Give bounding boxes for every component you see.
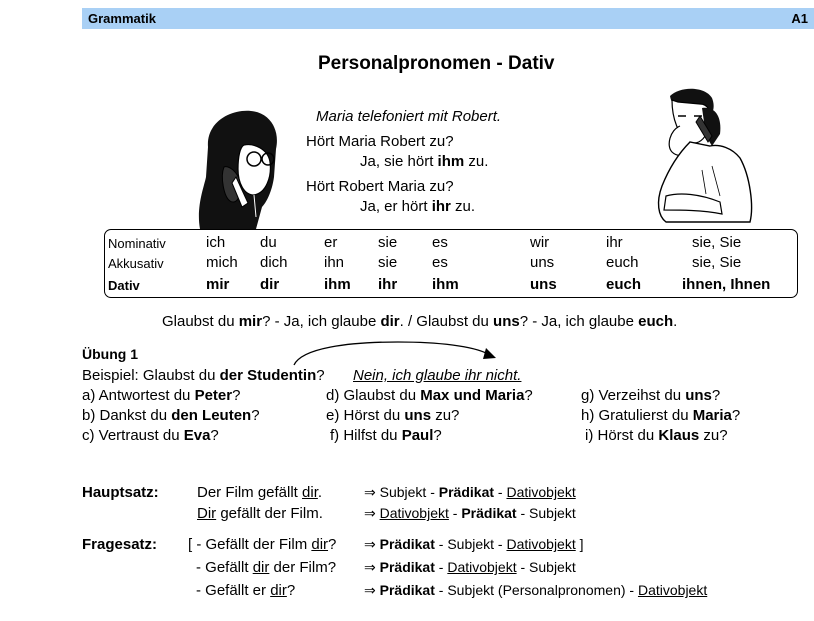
story-intro: Maria telefoniert mit Robert. bbox=[316, 108, 502, 125]
story-question-1: Hört Maria Robert zu? bbox=[306, 133, 454, 150]
example-sentence: Glaubst du mir? - Ja, ich glaube dir. / Glaubst du uns? - Ja, ich glaube euch. bbox=[162, 313, 678, 330]
man-on-phone-illustration bbox=[650, 86, 760, 226]
nominativ-cell: du bbox=[260, 234, 277, 251]
curved-arrow bbox=[288, 338, 500, 368]
akkusativ-cell: sie bbox=[378, 254, 398, 271]
fragesatz-example-3: - Gefällt er dir? bbox=[196, 582, 296, 599]
nominativ-cell: wir bbox=[530, 234, 550, 251]
nominativ-cell: es bbox=[432, 234, 448, 251]
fragesatz-label: Fragesatz: bbox=[82, 536, 158, 553]
dativ-cell: uns bbox=[530, 276, 557, 293]
dativ-cell: ihm bbox=[324, 276, 351, 293]
akkusativ-cell: sie, Sie bbox=[692, 254, 742, 271]
row-label-dativ: Dativ bbox=[108, 278, 140, 293]
beispiel-answer: Nein, ich glaube ihr nicht. bbox=[353, 367, 522, 384]
fragesatz-example-1: [ - Gefällt der Film dir? bbox=[188, 536, 337, 553]
exercise-item: e) Hörst du uns zu? bbox=[326, 407, 460, 424]
exercise-item: i) Hörst du Klaus zu? bbox=[585, 427, 728, 444]
dativ-cell: mir bbox=[206, 276, 230, 293]
beispiel-line: Beispiel: Glaubst du der Studentin? bbox=[82, 367, 325, 384]
fragesatz-rule-2: ⇒ Prädikat - Dativobjekt - Subjekt bbox=[364, 559, 576, 575]
exercise-item: g) Verzeihst du uns? bbox=[581, 387, 721, 404]
hauptsatz-label: Hauptsatz: bbox=[82, 484, 159, 501]
dativ-cell: euch bbox=[606, 276, 642, 293]
fragesatz-rule-3: ⇒ Prädikat - Subjekt (Personalpronomen) - Dativobjekt bbox=[364, 582, 708, 598]
woman-on-phone-illustration bbox=[196, 107, 284, 229]
exercise-item: a) Antwortest du Peter? bbox=[82, 387, 241, 404]
dativ-cell: ihm bbox=[432, 276, 459, 293]
row-label-akkusativ: Akkusativ bbox=[108, 256, 164, 271]
exercise-item: d) Glaubst du Max und Maria? bbox=[326, 387, 533, 404]
exercise-item: h) Gratulierst du Maria? bbox=[581, 407, 741, 424]
page-title: Personalpronomen - Dativ bbox=[318, 53, 555, 74]
nominativ-cell: sie bbox=[378, 234, 398, 251]
nominativ-cell: ich bbox=[206, 234, 226, 251]
story-answer-2: Ja, er hört ihr zu. bbox=[360, 198, 476, 215]
story-question-2: Hört Robert Maria zu? bbox=[306, 178, 454, 195]
header-category: Grammatik bbox=[88, 11, 156, 26]
exercise-item: b) Dankst du den Leuten? bbox=[82, 407, 260, 424]
nominativ-cell: er bbox=[324, 234, 338, 251]
fragesatz-rule-1: ⇒ Prädikat - Subjekt - Dativobjekt ] bbox=[364, 536, 584, 552]
akkusativ-cell: ihn bbox=[324, 254, 345, 271]
akkusativ-cell: dich bbox=[260, 254, 288, 271]
nominativ-cell: sie, Sie bbox=[692, 234, 742, 251]
arrow-icon: ⇒ bbox=[364, 484, 376, 500]
hauptsatz-example-1: Der Film gefällt dir. bbox=[197, 484, 323, 501]
akkusativ-cell: uns bbox=[530, 254, 555, 271]
row-label-nominativ: Nominativ bbox=[108, 236, 166, 251]
hauptsatz-rule-2: ⇒ Dativobjekt - Prädikat - Subjekt bbox=[364, 505, 576, 521]
arrow-icon: ⇒ bbox=[364, 582, 376, 598]
akkusativ-cell: euch bbox=[606, 254, 639, 271]
akkusativ-cell: es bbox=[432, 254, 448, 271]
hauptsatz-example-2: Dir gefällt der Film. bbox=[197, 505, 323, 522]
hauptsatz-rule-1: ⇒ Subjekt - Prädikat - Dativobjekt bbox=[364, 484, 576, 500]
arrow-icon: ⇒ bbox=[364, 559, 376, 575]
dativ-cell: dir bbox=[260, 276, 280, 293]
dativ-cell: ihnen, Ihnen bbox=[682, 276, 771, 293]
arrow-icon: ⇒ bbox=[364, 505, 376, 521]
dativ-cell: ihr bbox=[378, 276, 398, 293]
header-bar bbox=[82, 8, 814, 29]
exercise-item: f) Hilfst du Paul? bbox=[330, 427, 442, 444]
fragesatz-example-2: - Gefällt dir der Film? bbox=[196, 559, 337, 576]
exercise-item: c) Vertraust du Eva? bbox=[82, 427, 219, 444]
story-answer-1: Ja, sie hört ihm zu. bbox=[360, 153, 489, 170]
header-level: A1 bbox=[791, 11, 808, 26]
exercise-title: Übung 1 bbox=[82, 346, 138, 362]
arrow-icon: ⇒ bbox=[364, 536, 376, 552]
akkusativ-cell: mich bbox=[206, 254, 238, 271]
nominativ-cell: ihr bbox=[606, 234, 623, 251]
